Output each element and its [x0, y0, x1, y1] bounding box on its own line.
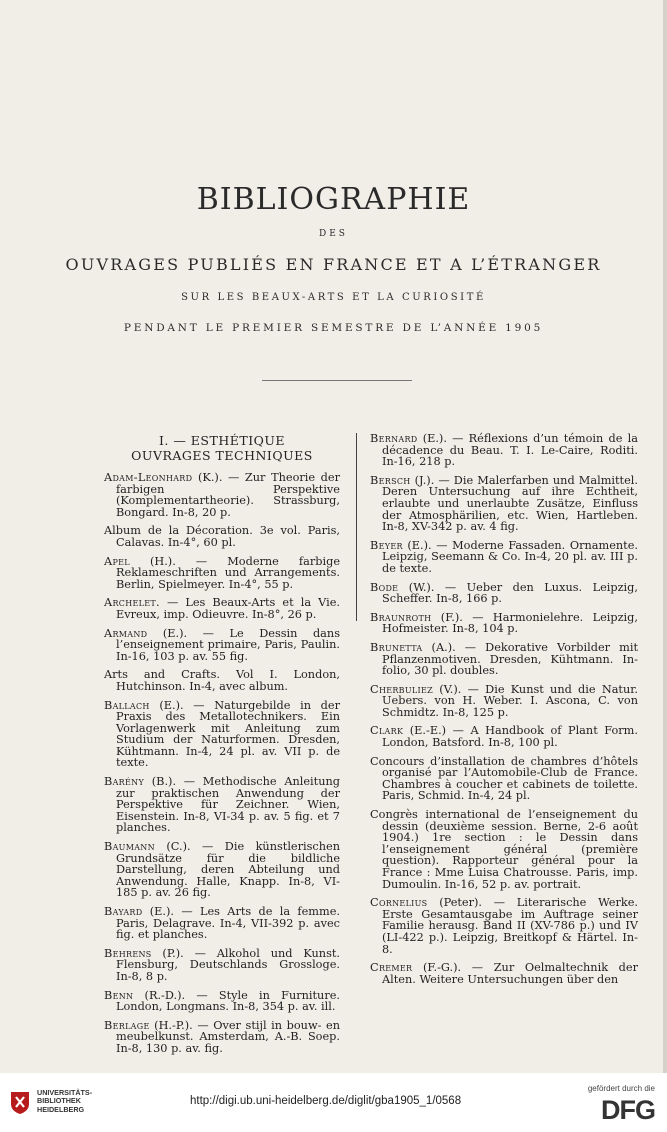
entry-author: Cherbuliez	[370, 682, 433, 696]
entry-author: Braunroth	[370, 610, 432, 624]
section-heading	[104, 433, 340, 463]
entry-text: — Les Beaux-Arts et la Vie. Evreux, imp. Odieuvre. In-8°, 26 p.	[116, 596, 340, 621]
footer-bar	[0, 1073, 667, 1132]
entry-text: (H.-P.). — Over stijl in bouw- en meubelkunst. Amsterdam, A.-B. Soep. In-8, 130 p. av. fig.	[116, 1018, 340, 1055]
entry-author: Clark	[370, 724, 404, 738]
bibliography-entry	[370, 809, 638, 890]
right-column	[370, 433, 638, 992]
entry-text: (E.). — Réflexions d’un témoin de la décadence du Beau. T. I. Le-Caire, Roditi. In-16, 218 p.	[382, 432, 638, 469]
column-divider	[356, 433, 357, 621]
bibliography-entry	[104, 841, 340, 899]
entry-text: (B.). — Methodische Anleitung zur praktischen Anwendung der Perspektive für Zeichner. Wien, Eisenstein. In-8, VI-34 p. av. 5 fig. et 7 planches.	[116, 775, 340, 835]
bibliography-entry	[104, 525, 340, 548]
entry-text: (E.). — Moderne Fassaden. Ornamente. Leipzig, Seemann & Co. In-4, 20 pl. av. III p. de texte.	[382, 538, 638, 575]
entry-author: Brunetta	[370, 640, 423, 654]
bibliography-entry	[370, 684, 638, 719]
university-seal-icon	[8, 1089, 32, 1115]
entry-text: Album de la Décoration. 3e vol. Paris, Calavas. In-4°, 60 pl.	[104, 524, 340, 549]
entry-text: Congrès international de l’enseignement du dessin (deuxième session. Berne, 2-6 août 1904.) 1re section : le Dessin dans l’enseignement général (première question). Rapporteur général pour la France : Mme Luisa Chatrousse. Paris, imp. Dumoulin. In-16, 52 p. av. portrait.	[370, 808, 638, 891]
entry-author: Cremer	[370, 961, 413, 975]
entry-author: Armand	[104, 626, 148, 640]
subtitle-line-4: PENDANT LE PREMIER SEMESTRE DE L’ANNÉE 1905	[123, 322, 544, 334]
institution-name: UNIVERSITÄTS- BIBLIOTHEK HEIDELBERG	[37, 1088, 93, 1114]
left-column	[104, 433, 340, 1062]
entry-author: Baumann	[104, 840, 155, 854]
bibliography-entry	[104, 948, 340, 983]
bibliography-entry	[104, 1020, 340, 1055]
entry-text: (P.). — Alkohol und Kunst. Flensburg, Deutschlands Grossloge. In-8, 8 p.	[116, 946, 340, 983]
entry-author: Bode	[370, 580, 399, 594]
bibliography-entry	[370, 725, 638, 748]
dfg-logo: DFG	[601, 1095, 655, 1125]
entry-text: (R.-D.). — Style in Furniture. London, Longmans. In-8, 354 p. av. ill.	[116, 988, 340, 1014]
entry-text: (V.). — Die Kunst und die Natur. Uebers. von H. Weber. I. Ascona, C. von Schmidtz. In-8, 125 p.	[382, 682, 638, 719]
bibliography-entry	[370, 642, 638, 677]
entry-text: (J.). — Die Malerfarben und Malmittel. Deren Untersuchung auf ihre Echtheit, erlaubte und unerlaubte Zusätze, Einfluss der Atmosphärilien, etc. Wien, Hartleben. In-8, XV-342 p. av. 4 fig.	[382, 473, 638, 534]
section-heading-line-1: I. — ESTHÉTIQUE	[158, 433, 286, 448]
bibliography-entry	[370, 540, 638, 575]
bibliography-entry	[370, 582, 638, 605]
entry-text: (E.). — Les Arts de la femme. Paris, Delagrave. In-4, VII-392 p. avec fig. et planches.	[116, 905, 340, 942]
bibliography-entry	[104, 628, 340, 663]
entry-text: (Peter). — Literarische Werke. Erste Gesamtausgabe im Auftrage seiner Familie herausg. Band II (XV-786 p.) und IV (LI-422 p.). Leipzig, Breitkopf & Härtel. In-8.	[382, 896, 638, 956]
entry-author: Bersch	[370, 473, 411, 487]
title-connector: DES	[319, 229, 348, 239]
title-divider	[262, 380, 412, 381]
entry-author: Barény	[104, 775, 145, 789]
bibliography-entry	[104, 472, 340, 518]
bibliography-entry	[104, 990, 340, 1013]
bibliography-entry	[104, 776, 340, 834]
entry-author: Bernard	[370, 432, 418, 445]
entry-author: Behrens	[104, 946, 152, 960]
bibliography-entry	[104, 556, 340, 591]
page-edge	[663, 0, 667, 1073]
bibliography-entry	[104, 597, 340, 620]
bibliography-entry	[370, 433, 638, 468]
entry-author: Beyer	[370, 538, 403, 552]
bibliography-entry	[370, 612, 638, 635]
left-entry-list	[104, 472, 340, 1055]
entry-author: Archelet.	[104, 596, 160, 610]
entry-author: Adam-Leonhard	[104, 471, 193, 484]
entry-author: Berlage	[104, 1018, 150, 1032]
right-entry-list	[370, 433, 638, 985]
bibliography-entry	[104, 906, 340, 941]
entry-text: (C.). — Die künstlerischen Grundsätze für die bildliche Darstellung, deren Abteilung und Anwendung. Halle, Knapp. In-8, VI-185 p. av. 26 fig.	[116, 840, 340, 900]
entry-text: (W.). — Ueber den Luxus. Leipzig, Scheffer. In-8, 166 p.	[382, 580, 638, 606]
page-subtitle: OUVRAGES PUBLIÉS EN FRANCE ET A L’ÉTRANGER	[65, 255, 602, 274]
entry-text: (A.). — Dekorative Vorbilder mit Pflanzenmotiven. Dresden, Kühtmann. In-folio, 30 pl. doubles.	[382, 640, 638, 678]
page-title: BIBLIOGRAPHIE	[196, 182, 471, 217]
bibliography-entry	[370, 962, 638, 985]
bibliography-entry	[104, 700, 340, 770]
bibliography-entry	[370, 897, 638, 955]
entry-text: (H.). — Moderne farbige Reklameschriften und Arrangements. Berlin, Spielmeyer. In-4°, 55 p.	[116, 554, 340, 591]
entry-text: (E.). — Le Dessin dans l’enseignement primaire, Paris, Paulin. In-16, 103 p. av. 55 fig.	[116, 626, 340, 663]
bibliography-entry	[370, 756, 638, 802]
bibliography-entry	[104, 669, 340, 692]
entry-author: Benn	[104, 988, 134, 1002]
entry-text: (E.-E.) — A Handbook of Plant Form. London, Batsford. In-8, 100 pl.	[382, 724, 638, 750]
section-heading-line-2: OUVRAGES TECHNIQUES	[131, 448, 313, 463]
entry-author: Ballach	[104, 698, 150, 712]
entry-text: (F.). — Harmonielehre. Leipzig, Hofmeister. In-8, 104 p.	[382, 610, 638, 636]
entry-text: (F.-G.). — Zur Oelmaltechnik der Alten. Weitere Untersuchungen über den	[382, 961, 638, 986]
entry-text: Concours d’installation de chambres d’hôtels organisé par l’Automobile-Club de France. Chambres à coucher et cabinets de toilette. Paris, Schmid. In-4, 24 pl.	[370, 754, 638, 803]
bibliography-entry	[370, 475, 638, 533]
source-url[interactable]: http://digi.ub.uni-heidelberg.de/diglit/gba1905_1/0568	[190, 1095, 462, 1107]
entry-author: Cornelius	[370, 896, 428, 910]
entry-text: Arts and Crafts. Vol I. London, Hutchinson. In-4, avec album.	[104, 668, 340, 693]
entry-author: Bayard	[104, 905, 143, 918]
entry-text: (K.). — Zur Theorie der farbigen Perspektive (Komplementartheorie). Strassburg, Bongard. In-8, 20 p.	[116, 471, 340, 519]
funding-note: gefördert durch die	[587, 1084, 655, 1093]
subtitle-line-3: SUR LES BEAUX-ARTS ET LA CURIOSITÉ	[181, 292, 486, 303]
entry-author: Apel	[104, 554, 130, 568]
entry-text: (E.). — Naturgebilde in der Praxis des Metallotechnikers. Ein Vorlagenwerk mit Anleitung zum Studium der Naturformen. Dresden, Kühtmann. In-4, 24 pl. av. VII p. de texte.	[116, 698, 340, 770]
